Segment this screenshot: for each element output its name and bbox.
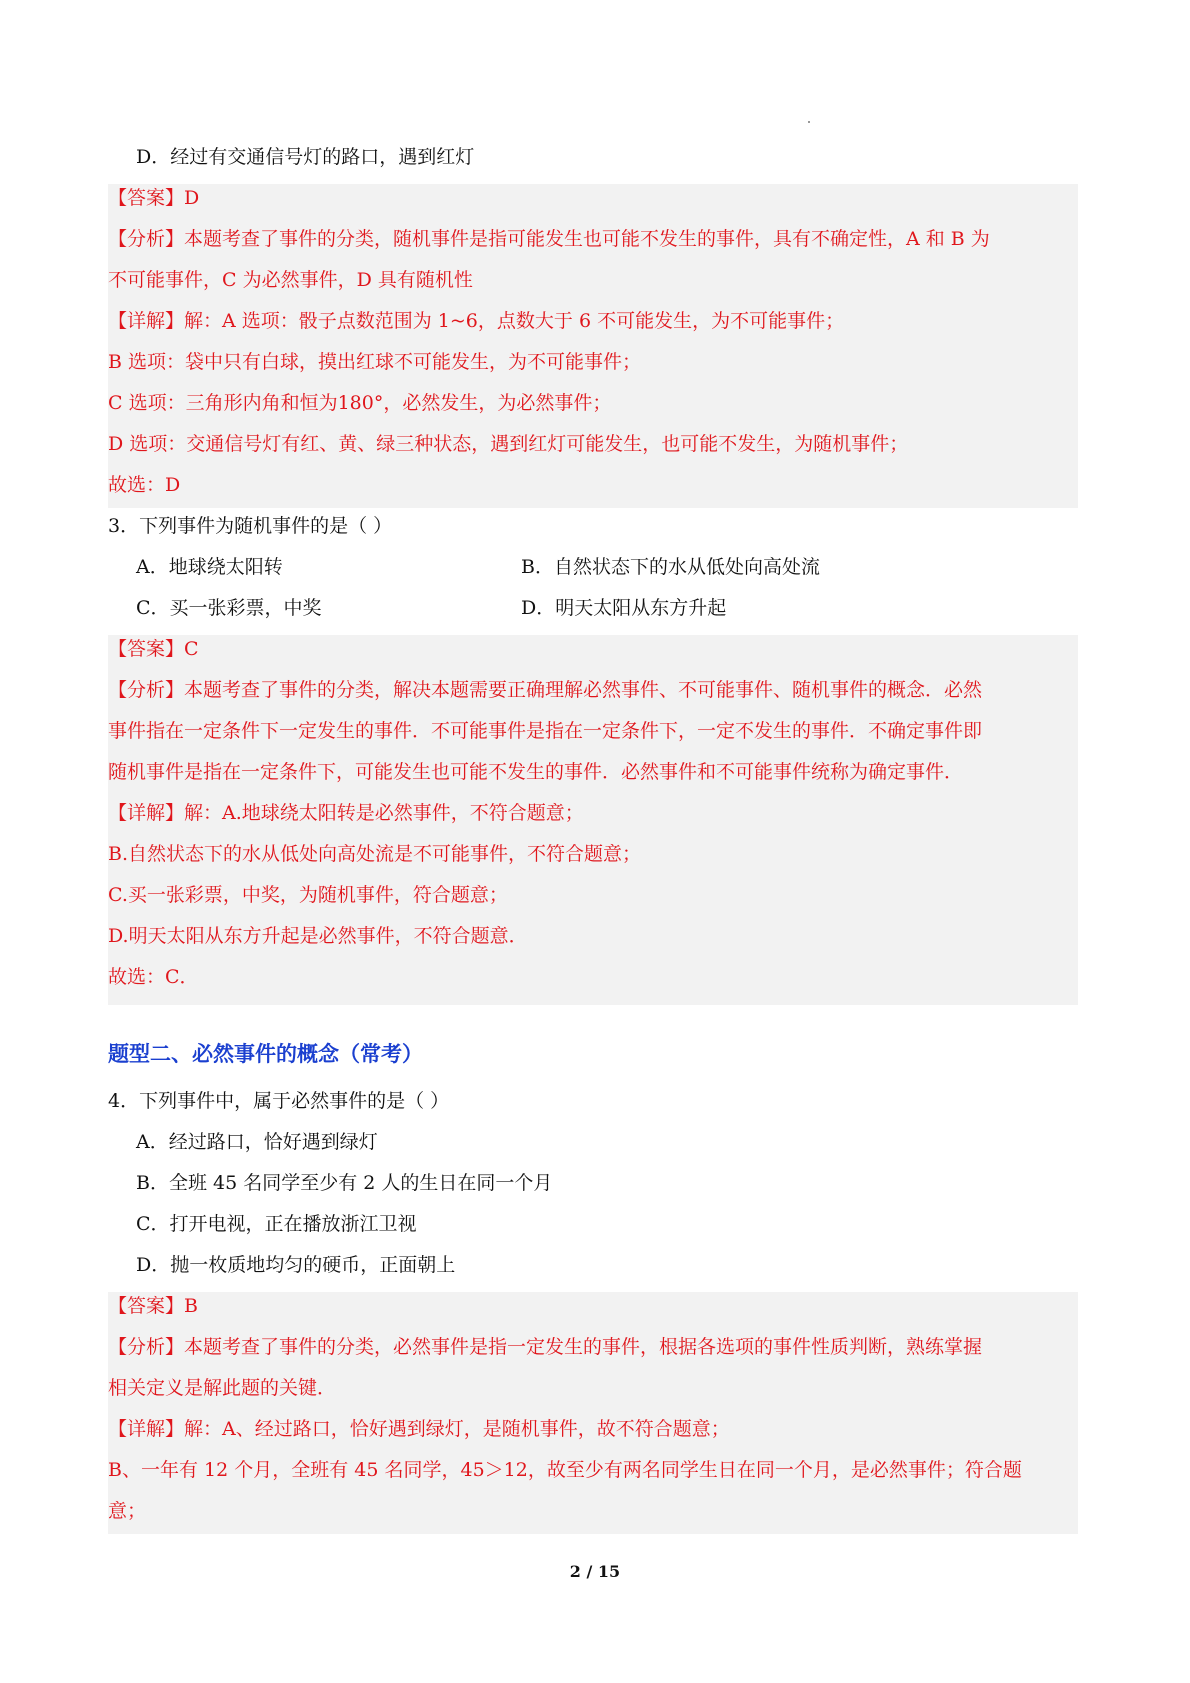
q2-analysis-line2: 不可能事件，C 为必然事件，D 具有随机性 [108, 269, 473, 291]
q4-option-a: A．经过路口，恰好遇到绿灯 [136, 1131, 378, 1153]
q4-option-b: B．全班 45 名同学至少有 2 人的生日在同一个月 [136, 1172, 553, 1194]
q3-option-a: A．地球绕太阳转 [136, 556, 283, 578]
q4-stem: 4．下列事件中，属于必然事件的是（ ） [108, 1090, 450, 1112]
q4-detail-line3: 意； [108, 1500, 147, 1522]
q4-option-d: D．抛一枚质地均匀的硬币，正面朝上 [136, 1254, 456, 1276]
q3-detail-line3: C.买一张彩票，中奖，为随机事件，符合题意； [108, 884, 508, 906]
q2-detail-line4: D 选项：交通信号灯有红、黄、绿三种状态，遇到红灯可能发生，也可能不发生，为随机事件； [108, 433, 909, 455]
q3-choice: 故选：C． [108, 966, 199, 988]
q3-analysis-line3: 随机事件是指在一定条件下，可能发生也可能不发生的事件．必然事件和不可能事件统称为确定事件． [108, 761, 964, 783]
q2-detail-line3: C 选项：三角形内角和恒为180°，必然发生，为必然事件； [108, 392, 612, 414]
q4-analysis-line2: 相关定义是解此题的关键． [108, 1377, 337, 1399]
q3-option-b: B．自然状态下的水从低处向高处流 [521, 556, 820, 578]
q4-detail-line2: B、一年有 12 个月，全班有 45 名同学，45＞12，故至少有两名同学生日在同一个月，是必然事件；符合题 [108, 1459, 1022, 1481]
q3-option-d: D．明天太阳从东方升起 [521, 597, 727, 619]
q3-analysis-line1: 【分析】本题考查了事件的分类，解决本题需要正确理解必然事件、不可能事件、随机事件的概念．必然 [108, 679, 983, 701]
q4-solution-panel [108, 1292, 1078, 1534]
q4-analysis-line1: 【分析】本题考查了事件的分类，必然事件是指一定发生的事件，根据各选项的事件性质判断，熟练掌握 [108, 1336, 983, 1358]
q2-option-d: D．经过有交通信号灯的路口，遇到红灯 [136, 146, 475, 168]
q3-detail-line4: D.明天太阳从东方升起是必然事件，不符合题意． [108, 925, 528, 947]
q3-analysis-line2: 事件指在一定条件下一定发生的事件．不可能事件是指在一定条件下，一定不发生的事件．不确定事件即 [108, 720, 983, 742]
q3-detail-line1: 【详解】解：A.地球绕太阳转是必然事件，不符合题意； [108, 802, 584, 824]
q3-detail-line2: B.自然状态下的水从低处向高处流是不可能事件，不符合题意； [108, 843, 642, 865]
q4-answer: 【答案】B [108, 1295, 198, 1317]
q4-option-c: C．打开电视，正在播放浙江卫视 [136, 1213, 417, 1235]
q2-detail-line1: 【详解】解：A 选项：骰子点数范围为 1~6，点数大于 6 不可能发生，为不可能事件； [108, 310, 845, 332]
q2-answer: 【答案】D [108, 187, 200, 209]
q2-detail-line2: B 选项：袋中只有白球，摸出红球不可能发生，为不可能事件； [108, 351, 642, 373]
q2-choice: 故选：D [108, 474, 181, 496]
stray-mark [808, 121, 810, 123]
q2-analysis-line1: 【分析】本题考查了事件的分类，随机事件是指可能发生也可能不发生的事件，具有不确定性，A 和 B 为 [108, 228, 990, 250]
q3-answer: 【答案】C [108, 638, 199, 660]
page-number: 2 / 15 [569, 1562, 621, 1581]
q3-stem: 3．下列事件为随机事件的是（ ） [108, 515, 393, 537]
q4-detail-line1: 【详解】解：A、经过路口，恰好遇到绿灯，是随机事件，故不符合题意； [108, 1418, 730, 1440]
section-title: 题型二、必然事件的概念（常考） [108, 1041, 423, 1066]
q3-option-c: C．买一张彩票，中奖 [136, 597, 322, 619]
